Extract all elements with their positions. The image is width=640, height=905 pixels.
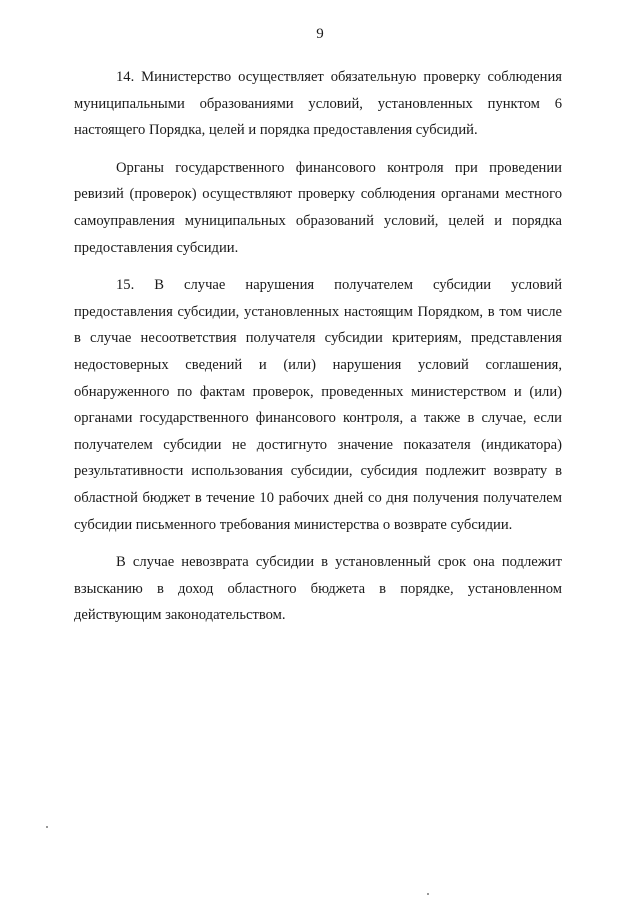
paragraph-14: 14. Министерство осуществляет обязательную проверку соблюдения муниципальными образованиями условий, установленных пунктом 6 настоящего Порядка, целей и порядка предоставления субсидий. [74,69,562,139]
document-body [74,64,562,640]
scan-speck [46,826,48,828]
paragraph-non-return: В случае невозврата субсидии в установленный срок она подлежит взысканию в доход областного бюджета в порядке, установленном действующим законодательством. [74,554,562,624]
paragraph-15: 15. В случае нарушения получателем субсидии условий предоставления субсидии, установленных настоящим Порядком, в том числе в случае несоответствия получателя субсидии критериям, представления недостоверных сведений и (или) нарушения условий соглашения, обнаруженного по фактам проверок, проведенных министерством и (или) органами государственного финансового контроля, а также в случае, если получателем субсидии не достигнуто значение показателя (индикатора) результативности использования субсидии, субсидия подлежит возврату в областной бюджет в течение 10 рабочих дней со дня получения получателем субсидии письменного требования министерства о возврате субсидии. [74,277,562,533]
scan-speck [427,893,429,895]
page-number: 9 [316,26,324,42]
paragraph-control-bodies: Органы государственного финансового контроля при проведении ревизий (проверок) осуществляют проверку соблюдения органами местного самоуправления муниципальных образований условий, целей и порядка предоставления субсидии. [74,159,562,256]
